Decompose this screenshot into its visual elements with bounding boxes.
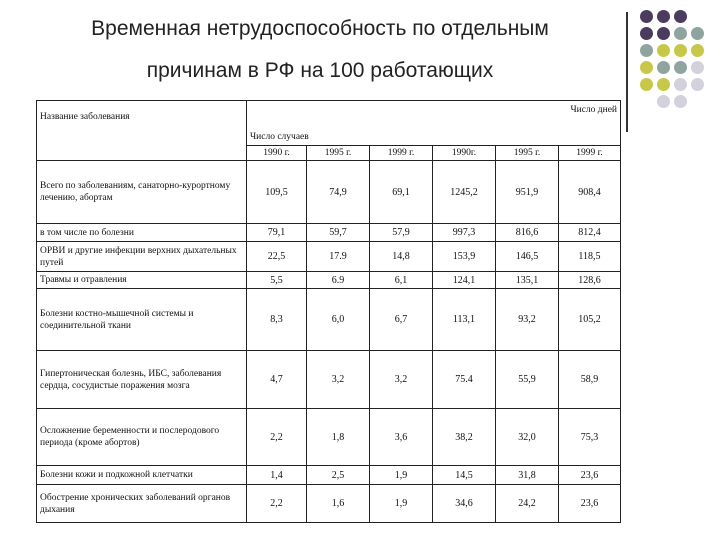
header-year: 1999 г. — [370, 146, 433, 161]
disease-name-cell: Обострение хронических заболеваний органов дыхания — [37, 485, 247, 523]
value-cell: 74,9 — [307, 161, 370, 224]
value-cell: 105,2 — [559, 289, 621, 351]
disease-name-cell: в том числе по болезни — [37, 224, 247, 242]
value-cell: 118,5 — [559, 242, 621, 272]
value-cell: 23,6 — [559, 485, 621, 523]
decorative-dot-grid — [640, 10, 720, 120]
decorative-dot — [640, 27, 653, 40]
table-row — [37, 409, 621, 466]
decorative-dot — [657, 10, 670, 23]
value-cell: 93,2 — [496, 289, 559, 351]
decorative-dot — [640, 78, 653, 91]
disease-name-cell: Всего по заболеваниям, санаторно-курортному лечению, абортам — [37, 161, 247, 224]
disease-name-cell: Болезни кожи и подкожной клетчатки — [37, 466, 247, 485]
value-cell: 8,3 — [247, 289, 307, 351]
value-cell: 4,7 — [247, 351, 307, 409]
value-cell: 1245,2 — [433, 161, 496, 224]
value-cell: 1,4 — [247, 466, 307, 485]
decorative-dot — [691, 78, 704, 91]
value-cell: 38,2 — [433, 409, 496, 466]
value-cell: 1,6 — [307, 485, 370, 523]
decorative-dot — [640, 61, 653, 74]
decorative-dot — [640, 10, 653, 23]
value-cell: 6,7 — [370, 289, 433, 351]
value-cell: 55,9 — [496, 351, 559, 409]
value-cell: 34,6 — [433, 485, 496, 523]
table-row — [37, 485, 621, 523]
value-cell: 22,5 — [247, 242, 307, 272]
decorative-dot — [674, 61, 687, 74]
value-cell: 79,1 — [247, 224, 307, 242]
value-cell: 14,5 — [433, 466, 496, 485]
value-cell: 69,1 — [370, 161, 433, 224]
value-cell: 951,9 — [496, 161, 559, 224]
header-year: 1990г. — [433, 146, 496, 161]
header-year: 1995 г. — [496, 146, 559, 161]
value-cell: 75.4 — [433, 351, 496, 409]
header-disease-name: Название заболевания — [37, 101, 247, 161]
disease-name-cell: Болезни костно-мышечной системы и соединительной ткани — [37, 289, 247, 351]
table-row — [37, 272, 621, 289]
decorative-dot — [674, 78, 687, 91]
disease-name-cell: ОРВИ и другие инфекции верхних дыхательных путей — [37, 242, 247, 272]
value-cell: 14,8 — [370, 242, 433, 272]
value-cell: 1,8 — [307, 409, 370, 466]
decorative-dot — [674, 95, 687, 108]
value-cell: 75,3 — [559, 409, 621, 466]
value-cell: 2,2 — [247, 485, 307, 523]
decorative-dot — [657, 78, 670, 91]
value-cell: 23,6 — [559, 466, 621, 485]
value-cell: 3,2 — [370, 351, 433, 409]
decorative-dot — [674, 10, 687, 23]
value-cell: 128,6 — [559, 272, 621, 289]
value-cell: 113,1 — [433, 289, 496, 351]
table-row — [37, 242, 621, 272]
decorative-dot — [657, 27, 670, 40]
slide-title-line-1: Временная нетрудоспособность по отдельным — [91, 17, 549, 40]
header-cases: Число случаев — [247, 101, 433, 146]
value-cell: 2,5 — [307, 466, 370, 485]
value-cell: 59,7 — [307, 224, 370, 242]
header-year: 1995 г. — [307, 146, 370, 161]
disease-name-cell: Гипертоническая болезнь, ИБС, заболевания сердца, сосудистые поражения мозга — [37, 351, 247, 409]
value-cell: 31,8 — [496, 466, 559, 485]
value-cell: 146,5 — [496, 242, 559, 272]
decorative-dot — [640, 44, 653, 57]
decorative-dot — [657, 61, 670, 74]
value-cell: 153,9 — [433, 242, 496, 272]
sick-leave-table — [36, 100, 621, 523]
value-cell: 124,1 — [433, 272, 496, 289]
value-cell: 24,2 — [496, 485, 559, 523]
decorative-dot — [691, 44, 704, 57]
value-cell: 908,4 — [559, 161, 621, 224]
value-cell: 1,9 — [370, 485, 433, 523]
header-days: Число дней — [433, 101, 621, 146]
value-cell: 6.9 — [307, 272, 370, 289]
disease-name-cell: Осложнение беременности и послеродового периода (кроме абортов) — [37, 409, 247, 466]
value-cell: 6,1 — [370, 272, 433, 289]
table-row — [37, 466, 621, 485]
table-header-row — [37, 101, 621, 146]
header-year: 1990 г. — [247, 146, 307, 161]
decorative-dot — [691, 61, 704, 74]
value-cell: 997,3 — [433, 224, 496, 242]
value-cell: 816,6 — [496, 224, 559, 242]
decorative-dot — [674, 27, 687, 40]
disease-name-cell: Травмы и отравления — [37, 272, 247, 289]
value-cell: 3,2 — [307, 351, 370, 409]
value-cell: 1,9 — [370, 466, 433, 485]
value-cell: 2,2 — [247, 409, 307, 466]
value-cell: 57,9 — [370, 224, 433, 242]
decorative-dot — [674, 44, 687, 57]
table-row — [37, 351, 621, 409]
table-row — [37, 224, 621, 242]
value-cell: 17.9 — [307, 242, 370, 272]
title-divider — [626, 12, 628, 132]
slide-title-line-2: причинам в РФ на 100 работающих — [146, 59, 494, 82]
decorative-dot — [657, 44, 670, 57]
table-row — [37, 161, 621, 224]
value-cell: 109,5 — [247, 161, 307, 224]
value-cell: 812,4 — [559, 224, 621, 242]
value-cell: 5,5 — [247, 272, 307, 289]
decorative-dot — [657, 95, 670, 108]
value-cell: 135,1 — [496, 272, 559, 289]
decorative-dot — [691, 27, 704, 40]
value-cell: 32,0 — [496, 409, 559, 466]
value-cell: 3,6 — [370, 409, 433, 466]
header-year: 1999 г. — [559, 146, 621, 161]
value-cell: 58,9 — [559, 351, 621, 409]
table-row — [37, 289, 621, 351]
value-cell: 6,0 — [307, 289, 370, 351]
